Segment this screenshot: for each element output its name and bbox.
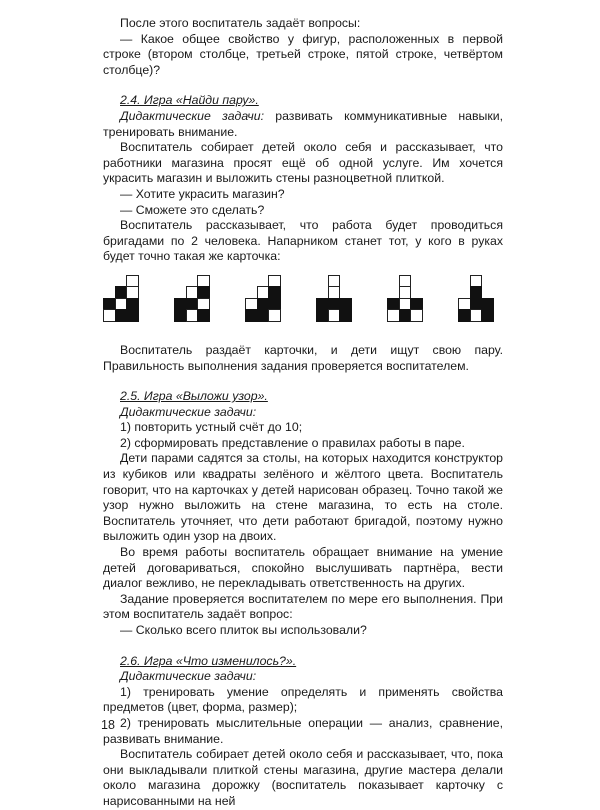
intro-question: — Какое общее свойство у фигур, расположенных в первой строке (втором столбце, третьей строке, пятой строке, четвёртом столбце)?	[103, 31, 503, 77]
game-2-4-paragraph-2: Воспитатель рассказывает, что работа будет проводиться бригадами по 2 человека. Напарником станет тот, у кого в руках будет точно такая же карточка:	[103, 218, 503, 264]
game-2-4-paragraph-1: Воспитатель собирает детей около себя и рассказывает, что работники магазина просят ещё об одной услуге. Им хочется украсить магазин и выложить стены разноцветной плиткой.	[103, 140, 503, 186]
tile-square	[268, 309, 281, 322]
tile-square	[410, 309, 423, 322]
game-2-6-title: 2.6. Игра «Что изменилось?».	[120, 653, 297, 668]
tasks-text: развивать коммуникативные навыки, тренировать внимание.	[103, 108, 503, 139]
tile-square	[481, 309, 494, 322]
game-2-5-paragraph-3: Задание проверяется воспитателем по мере его выполнения. При этом воспитатель задаёт вопрос:	[103, 591, 503, 622]
game-2-4-title: 2.4. Игра «Найди пару».	[120, 93, 259, 108]
game-2-4-question-1: — Хотите украсить магазин?	[120, 186, 285, 201]
game-2-5-paragraph-1: Дети парами садятся за столы, на которых находится конструктор из кубиков или квадраты зелёного и жёлтого цвета. Воспитатель говорит, что на карточках у детей нарисован образец. Точно такой же узор нужно выложить на стене магазина, то есть на столе. Воспитатель уточняет, что дети работают бригадой, поэтому нужно выложить один узор на двоих.	[103, 451, 503, 544]
game-2-5-task-1: 1) повторить устный счёт до 10;	[120, 420, 303, 435]
game-2-5-task-2: 2) сформировать представление о правилах работы в паре.	[120, 435, 465, 450]
tile-square	[339, 309, 352, 322]
game-2-4-paragraph-3: Воспитатель раздаёт карточки, и дети ищут свою пару. Правильность выполнения задания проверяется воспитателем.	[103, 342, 503, 373]
intro-paragraph: После этого воспитатель задаёт вопросы:	[120, 16, 361, 30]
text-column	[103, 16, 503, 810]
tasks-label: Дидактические задачи:	[120, 108, 264, 123]
tile-square	[126, 309, 139, 322]
game-2-5-paragraph-2: Во время работы воспитатель обращает внимание на умение детей договариваться, спокойно выслушивать партнёра, вести диалог вежливо, не перекладывать ответственность на других.	[103, 545, 503, 591]
game-2-4-tasks	[103, 109, 503, 140]
game-2-5-tasks-label: Дидактические задачи:	[120, 404, 257, 419]
game-2-6-task-1: 1) тренировать умение определять и применять свойства предметов (цвет, форма, размер);	[103, 684, 503, 715]
game-2-4-question-2: — Сможете это сделать?	[120, 202, 265, 217]
game-2-6-tasks-label: Дидактические задачи:	[120, 669, 257, 684]
tile-square	[197, 309, 210, 322]
page-number: 18	[101, 718, 115, 732]
game-2-6-paragraph-1: Воспитатель собирает детей около себя и рассказывает, что, пока они выкладывали плиткой стены магазина, другие мастера делали около магазина дорожку (воспитатель показывает карточку с нарисованными на ней	[103, 747, 503, 808]
game-2-5-title: 2.5. Игра «Выложи узор».	[120, 389, 268, 404]
game-2-6-task-2: 2) тренировать мыслительные операции — анализ, сравнение, развивать внимание.	[103, 715, 503, 746]
tile-cards-row	[103, 275, 503, 333]
game-2-5-question: — Сколько всего плиток вы использовали?	[120, 623, 367, 637]
